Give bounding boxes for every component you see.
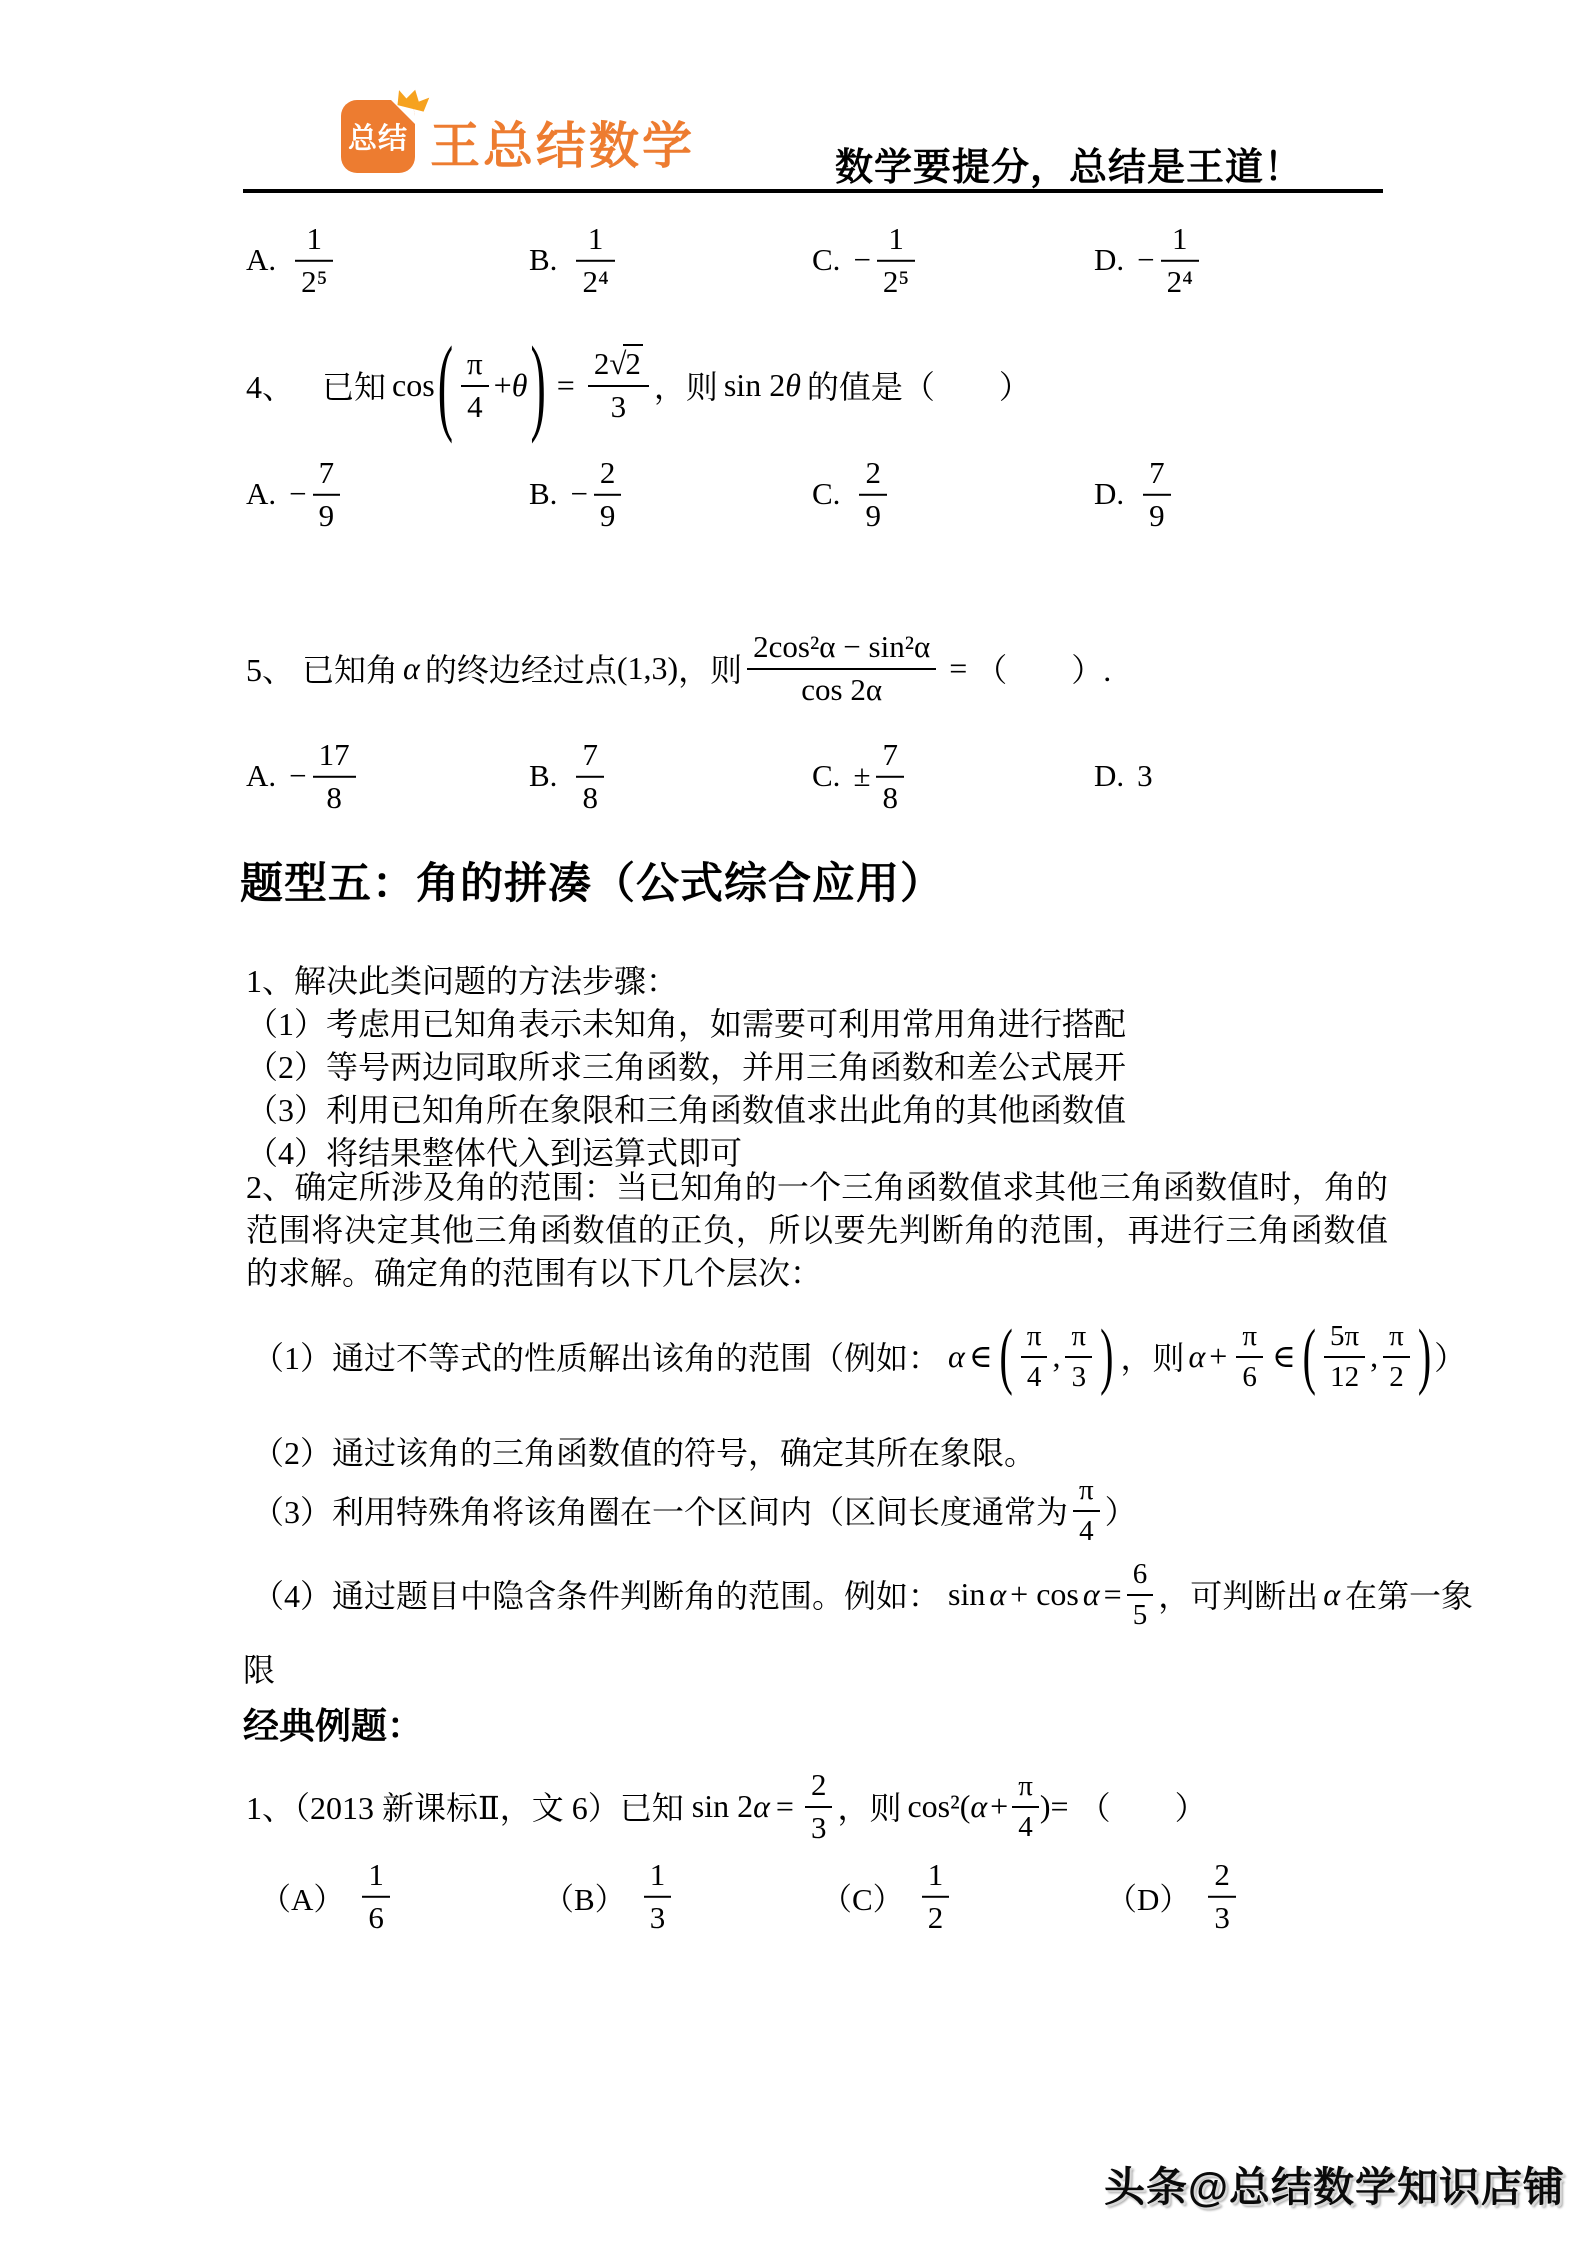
- q4-option-c: [812, 455, 892, 533]
- option-label: C.: [812, 242, 841, 277]
- math-alpha: α: [970, 1787, 988, 1824]
- option-label: （D）: [1106, 1881, 1191, 1917]
- math-sin: sin 2: [723, 366, 786, 403]
- q4-option-b: [529, 455, 626, 533]
- range-level-4: [252, 1550, 1473, 1638]
- option-label: C.: [812, 476, 841, 511]
- option-sign: −: [289, 758, 307, 793]
- range-level-4-cont: 限: [243, 1652, 276, 1688]
- section-heading: 题型五：角的拼凑（公式综合应用）: [240, 860, 944, 908]
- example-1: [246, 1756, 1207, 1856]
- fraction: $\frac{2}{9}$: [859, 455, 887, 533]
- question-text: ，则: [837, 1790, 902, 1826]
- fraction: $\frac{2}{3}$: [1208, 1857, 1236, 1935]
- fraction: $\frac{\pi}{2}$: [1383, 1319, 1410, 1393]
- right-paren: ): [530, 323, 546, 444]
- fraction: $\frac{1}{\text{2⁴}}$: [576, 221, 614, 299]
- example-option-c: [821, 1857, 954, 1935]
- level-text: ）: [1434, 1340, 1467, 1376]
- question-text: 的值是（ ）: [806, 369, 1031, 405]
- option-label: D.: [1094, 242, 1125, 277]
- q3-options-row: [246, 212, 1426, 308]
- math-sin: sin 2: [691, 1787, 754, 1824]
- math-point: (1,3): [616, 649, 679, 686]
- right-paren: ): [1417, 1313, 1432, 1397]
- q5-options-row: [246, 728, 1426, 824]
- fraction: $\frac{7}{8}$: [876, 737, 904, 815]
- brand-logo-badge: [341, 100, 415, 173]
- q5-option-d: [1094, 758, 1153, 794]
- q5-option-c: [812, 737, 909, 815]
- question-5: [246, 612, 1111, 724]
- fraction: $\frac{\pi}{4}$: [1021, 1319, 1048, 1393]
- question-text: 的终边经过点: [424, 652, 617, 688]
- q4-option-a: [246, 455, 345, 533]
- math-alpha: α: [1323, 1575, 1341, 1612]
- radical-sign: √: [609, 345, 627, 381]
- math-comma: ,: [1370, 1337, 1379, 1374]
- header-rule: [243, 189, 1383, 193]
- math-theta: θ: [511, 366, 528, 403]
- option-sign: −: [570, 476, 588, 511]
- option-label: （C）: [821, 1881, 904, 1917]
- level-text: ）: [1104, 1494, 1137, 1530]
- option-label: A.: [246, 758, 277, 793]
- math-equals: =: [949, 649, 968, 686]
- math-element-of: ∈: [968, 1338, 993, 1374]
- fraction: $\frac{7}{9}$: [1143, 455, 1171, 533]
- option-value: 3: [1137, 758, 1153, 793]
- option-label: （A）: [260, 1881, 345, 1917]
- badge-label: 总结: [347, 123, 408, 155]
- fraction: $\frac{1}{\text{2⁵}}$: [877, 221, 915, 299]
- fraction: $\frac{6}{5}$: [1127, 1557, 1154, 1631]
- math-comma: ,: [1052, 1337, 1061, 1374]
- option-sign: −: [289, 476, 307, 511]
- watermark: 头条@总结数学知识店铺: [1104, 2164, 1565, 2210]
- right-paren: ): [1100, 1313, 1114, 1397]
- fraction: $\frac{\pi}{6}$: [1236, 1319, 1263, 1393]
- fraction: $\frac{2}{9}$: [594, 455, 622, 533]
- method-step-2: （2）等号两边同取所求三角函数，并用三角函数和差公式展开: [246, 1049, 1127, 1085]
- left-paren: (: [437, 323, 454, 444]
- option-label: D.: [1094, 476, 1125, 511]
- option-label: D.: [1094, 758, 1125, 793]
- method-step-1: （1）考虑用已知角表示未知角，如需要可利用常用角进行搭配: [246, 1006, 1127, 1042]
- option-label: B.: [529, 476, 558, 511]
- fraction: $\frac{1}{\text{2⁴}}$: [1161, 221, 1199, 299]
- level-text: （1）通过不等式的性质解出该角的范围（例如：: [252, 1340, 941, 1376]
- option-sign: −: [1137, 242, 1155, 277]
- example-option-d: [1106, 1857, 1241, 1935]
- math-sin: sin: [948, 1575, 986, 1612]
- math-alpha: α: [989, 1575, 1007, 1612]
- math-plus: +: [990, 1787, 1009, 1824]
- q5-option-b: [529, 737, 609, 815]
- math-alpha: α: [948, 1337, 965, 1374]
- left-paren: (: [1302, 1313, 1316, 1397]
- math-plus: +: [493, 366, 512, 403]
- fraction: $\frac{\pi}{4}$: [1073, 1473, 1100, 1547]
- level-text: （4）通过题目中隐含条件判断角的范围。例如：: [252, 1578, 941, 1614]
- math-close-paren-equals: )=: [1039, 1787, 1069, 1824]
- math-equals: =: [1103, 1575, 1122, 1612]
- example-option-b: [543, 1857, 676, 1935]
- option-label: A.: [246, 242, 277, 277]
- q5-option-a: [246, 737, 361, 815]
- method-step-3: （3）利用已知角所在象限和三角函数值求出此角的其他函数值: [246, 1092, 1127, 1128]
- fraction: $\frac{17}{8}$: [313, 737, 356, 815]
- fraction: $\frac{7}{9}$: [313, 455, 341, 533]
- fraction: $\frac{1}{2}$: [922, 1857, 950, 1935]
- fraction: $\frac{1}{6}$: [362, 1857, 390, 1935]
- question-number: 5、: [246, 652, 295, 688]
- question-text: 已知角: [302, 652, 399, 688]
- question-text: （ ）: [1078, 1790, 1207, 1826]
- math-alpha: α: [403, 649, 420, 686]
- level-text: （3）利用特殊角将该角圈在一个区间内（区间长度通常为: [252, 1494, 1069, 1530]
- example-options-row: [246, 1848, 1426, 1944]
- math-equals: =: [556, 366, 575, 403]
- math-alpha: α: [1188, 1337, 1206, 1374]
- fraction: $\frac{2}{3}$: [805, 1767, 833, 1845]
- range-level-3: [252, 1468, 1137, 1552]
- brand-logo-text: 王总结数学: [430, 118, 695, 174]
- question-text: （ ）.: [975, 652, 1112, 688]
- classic-examples-heading: 经典例题：: [243, 1705, 424, 1746]
- q4-options-row: [246, 446, 1426, 542]
- fraction: $\frac{\pi}{4}$: [1012, 1769, 1039, 1843]
- method-step-4: （4）将结果整体代入到运算式即可: [246, 1135, 743, 1171]
- math-alpha: α: [1082, 1575, 1100, 1612]
- header-slogan: 数学要提分，总结是王道！: [835, 147, 1304, 189]
- fraction: $\frac{7}{8}$: [576, 737, 604, 815]
- option-sign: −: [853, 242, 871, 277]
- math-cos-squared: cos²(: [907, 1787, 971, 1824]
- question-number: 4、: [246, 369, 295, 405]
- level-text: 在第一象: [1345, 1578, 1474, 1614]
- fraction: $\frac{5\pi}{12}$: [1324, 1319, 1365, 1393]
- left-paren: (: [999, 1313, 1013, 1397]
- range-paragraph: 2、确定所涉及角的范围：当已知角的一个三角函数值求其他三角函数值时，角的范围将决定其他三角函数值的正负，所以要先判断角的范围，再进行三角函数值的求解。确定角的范围有以下几个层次：: [246, 1169, 1388, 1291]
- fraction: $\frac{1}{3}$: [644, 1857, 672, 1935]
- range-level-2: （2）通过该角的三角函数值的符号，确定其所在象限。: [252, 1435, 1037, 1471]
- method-intro: 1、解决此类问题的方法步骤：: [246, 963, 679, 999]
- q3-option-a: [246, 221, 338, 299]
- math-theta: θ: [785, 366, 801, 403]
- option-label: B.: [529, 242, 558, 277]
- math-alpha: α: [753, 1787, 770, 1824]
- math-cos: cos: [392, 366, 435, 403]
- math-equals: =: [775, 1787, 794, 1824]
- q3-option-d: [1094, 221, 1204, 299]
- math-plus-cos: + cos: [1010, 1575, 1079, 1612]
- question-text: ，则: [653, 369, 718, 405]
- range-level-1: [252, 1306, 1466, 1406]
- example-option-a: [260, 1857, 395, 1935]
- fraction: $\frac{\pi}{3}$: [1065, 1319, 1092, 1393]
- question-text: 已知: [322, 369, 387, 405]
- option-sign: ±: [853, 758, 871, 793]
- math-element-of: ∈: [1271, 1338, 1296, 1374]
- fraction: $\frac{\pi}{4}$: [461, 346, 489, 424]
- level-text: ，可判断出: [1158, 1578, 1319, 1614]
- question-text: ，则: [678, 652, 743, 688]
- option-label: C.: [812, 758, 841, 793]
- option-label: B.: [529, 758, 558, 793]
- level-text: ，则: [1120, 1340, 1185, 1376]
- option-label: （B）: [543, 1881, 626, 1917]
- fraction: $\frac{1}{\text{2⁵}}$: [295, 221, 333, 299]
- math-plus: +: [1209, 1337, 1228, 1374]
- question-4: [246, 323, 1031, 444]
- q3-option-b: [529, 221, 620, 299]
- question-text: 1、（2013 新课标Ⅱ，文 6）已知: [246, 1790, 684, 1826]
- option-label: A.: [246, 476, 277, 511]
- q4-option-d: [1094, 455, 1176, 533]
- fraction: $\frac{2√2}{3}$: [588, 346, 649, 424]
- fraction: $\frac{\text{2cos²α − sin²α}}{\cos 2\alpha}$: [747, 629, 936, 707]
- q3-option-c: [812, 221, 920, 299]
